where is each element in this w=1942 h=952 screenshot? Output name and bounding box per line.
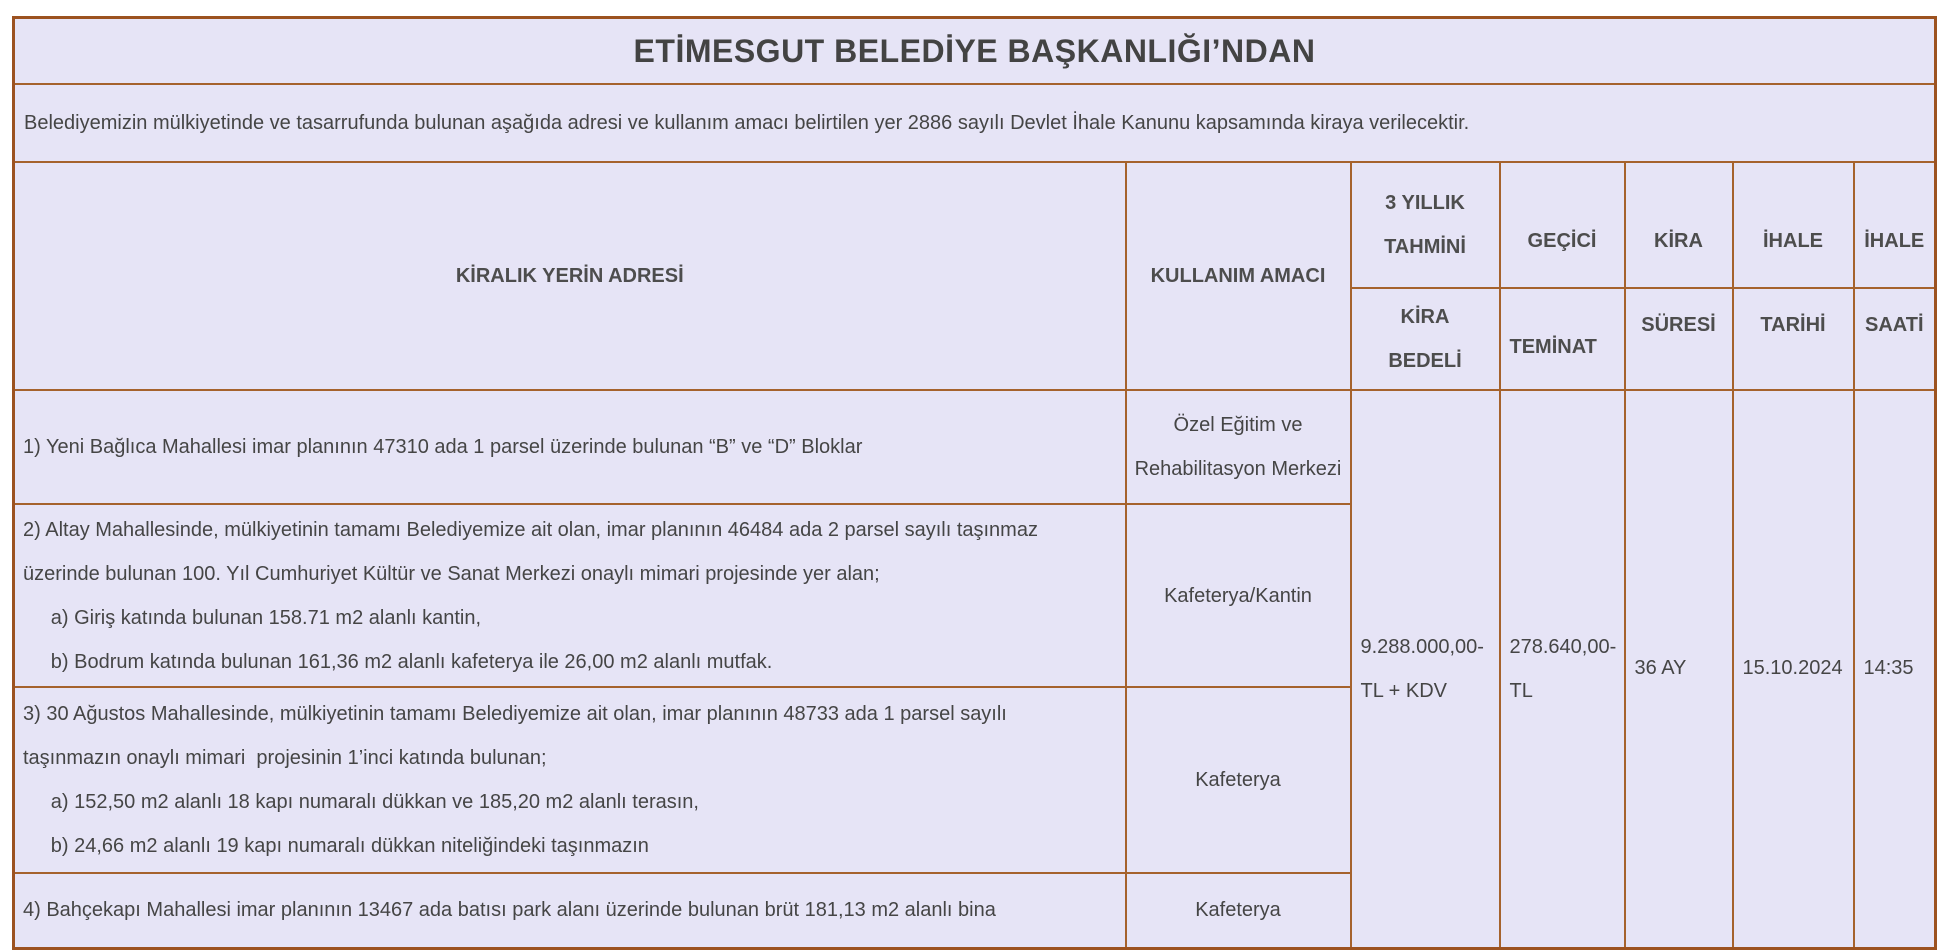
deposit-line: TL — [1509, 679, 1533, 702]
address-line: a) Giriş katında bulunan 158.71 m2 alanlı kantin, — [23, 606, 482, 629]
header-line: SAATİ — [1865, 313, 1924, 336]
header-row-top — [14, 162, 1936, 288]
purpose-line: Kafeterya — [1195, 769, 1281, 791]
col-header-time-bottom — [1854, 288, 1936, 390]
date-cell: 15.10.2024 — [1733, 390, 1854, 948]
header-line: 3 YILLIK — [1385, 192, 1465, 214]
col-header-duration-bottom — [1625, 288, 1733, 390]
header-line: KİRA — [1400, 306, 1450, 328]
intro-text: Belediyemizin mülkiyetinde ve tasarrufunda bulunan aşağıda adresi ve kullanım amacı belirtilen yer 2886 sayılı Devlet İhale Kanunu kapsamında kiraya verilecektir. — [14, 84, 1936, 162]
address-line: b) 24,66 m2 alanlı 19 kapı numaralı dükkan niteliğindeki taşınmazın — [23, 835, 649, 857]
header-line: SÜRESİ — [1641, 313, 1716, 336]
header-line: TAHMİNİ — [1384, 236, 1466, 258]
address-line: b) Bodrum katında bulunan 161,36 m2 alanlı kafeterya ile 26,00 m2 alanlı mutfak. — [23, 650, 773, 673]
col-header-address: KİRALIK YERİN ADRESİ — [14, 162, 1126, 390]
col-header-deposit-top — [1500, 162, 1625, 288]
announcement-table — [12, 16, 1937, 950]
purpose-line: Rehabilitasyon Merkezi — [1134, 458, 1342, 480]
header-line: TEMİNAT — [1509, 335, 1597, 358]
address-cell — [14, 873, 1126, 948]
address-cell — [14, 390, 1126, 504]
purpose-line: Kafeterya/Kantin — [1164, 584, 1312, 607]
address-line: 1) Yeni Bağlıca Mahallesi imar planının 47310 ada 1 parsel üzerinde bulunan “B” ve “D” Bloklar — [23, 436, 863, 458]
header-line: GEÇİCİ — [1527, 229, 1597, 252]
purpose-cell — [1126, 390, 1351, 504]
fee-cell — [1351, 390, 1500, 948]
title-row — [14, 18, 1936, 85]
header-line: İHALE — [1864, 229, 1925, 252]
address-line: 4) Bahçekapı Mahallesi imar planının 13467 ada batısı park alanı üzerinde bulunan brüt 181,13 m2 alanlı bina — [23, 899, 996, 922]
address-line: üzerinde bulunan 100. Yıl Cumhuriyet Kültür ve Sanat Merkezi onaylı mimari projesinde yer alan; — [23, 562, 880, 585]
col-header-time-top — [1854, 162, 1936, 288]
header-line: KİRA — [1654, 229, 1703, 252]
address-line: 2) Altay Mahallesinde, mülkiyetinin tamamı Belediyemize ait olan, imar planının 46484 ada 2 parsel sayılı taşınmaz — [23, 518, 1038, 541]
col-header-purpose: KULLANIM AMACI — [1126, 162, 1351, 390]
fee-line: TL + KDV — [1360, 679, 1448, 702]
fee-line: 9.288.000,00- — [1360, 635, 1484, 658]
header-line: İHALE — [1763, 229, 1823, 252]
col-header-duration-top — [1625, 162, 1733, 288]
col-header-fee-top — [1351, 162, 1500, 288]
time-cell: 14:35 — [1854, 390, 1936, 948]
purpose-line: Kafeterya — [1195, 899, 1281, 922]
deposit-cell — [1500, 390, 1625, 948]
page-title: ETİMESGUT BELEDİYE BAŞKANLIĞI’NDAN — [14, 18, 1936, 85]
purpose-line: Özel Eğitim ve — [1173, 414, 1303, 436]
col-header-date-bottom — [1733, 288, 1854, 390]
purpose-cell — [1126, 687, 1351, 873]
address-line: taşınmazın onaylı mimari projesinin 1’inci katında bulunan; — [23, 747, 547, 769]
address-cell — [14, 687, 1126, 873]
address-cell — [14, 504, 1126, 687]
col-header-fee-bottom — [1351, 288, 1500, 390]
duration-cell: 36 AY — [1625, 390, 1733, 948]
address-line: a) 152,50 m2 alanlı 18 kapı numaralı dükkan ve 185,20 m2 alanlı terasın, — [23, 791, 699, 813]
col-header-deposit-bottom — [1500, 288, 1625, 390]
header-line: TARİHİ — [1760, 313, 1826, 336]
header-line: BEDELİ — [1388, 350, 1462, 372]
col-header-date-top — [1733, 162, 1854, 288]
purpose-cell — [1126, 873, 1351, 948]
table-row — [14, 390, 1936, 504]
deposit-line: 278.640,00- — [1509, 635, 1617, 658]
address-line: 3) 30 Ağustos Mahallesinde, mülkiyetinin tamamı Belediyemize ait olan, imar planının 48733 ada 1 parsel sayılı — [23, 703, 1007, 725]
purpose-cell — [1126, 504, 1351, 687]
intro-row — [14, 84, 1936, 162]
